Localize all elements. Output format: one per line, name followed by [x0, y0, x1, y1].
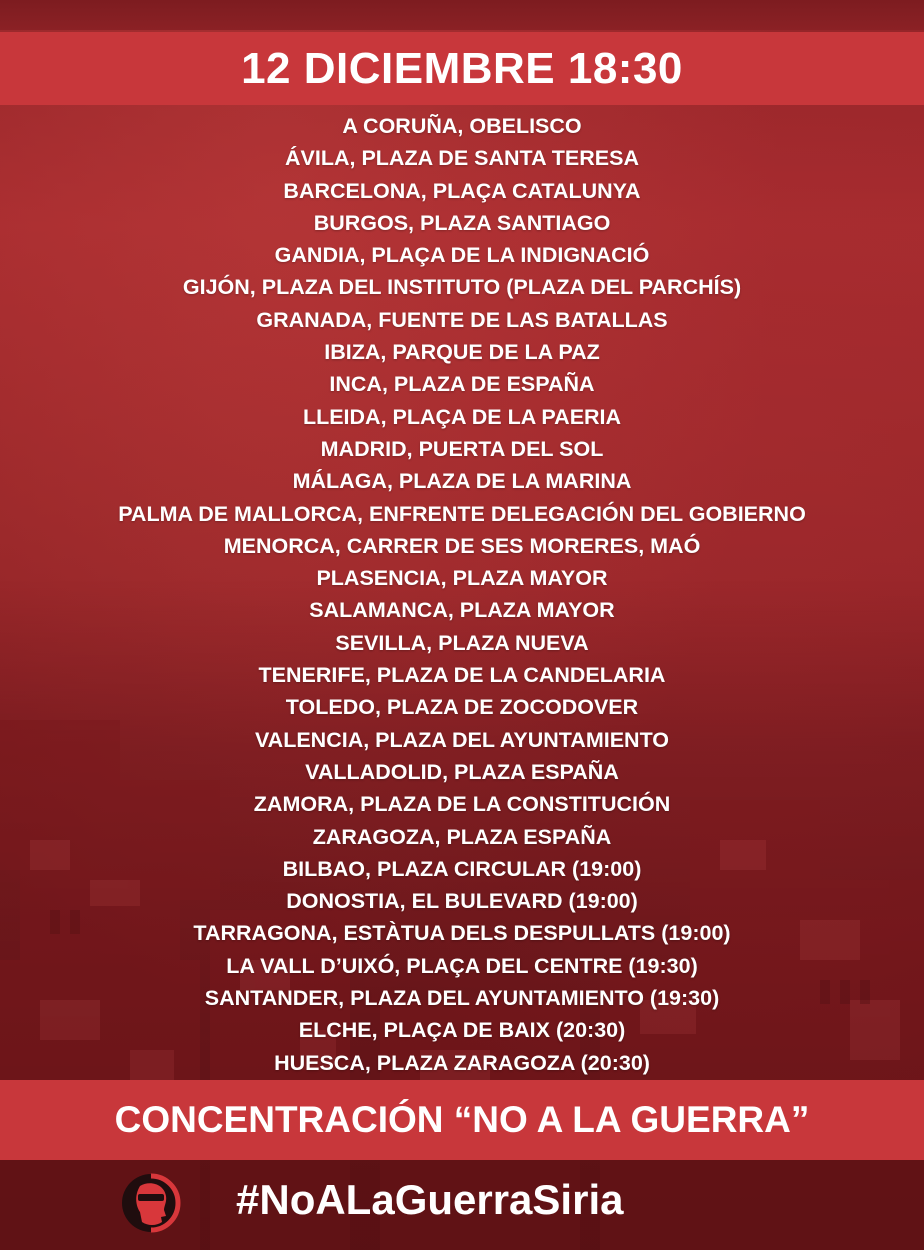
event-date-time: 12 DICIEMBRE 18:30 — [241, 43, 683, 93]
location-item: ZARAGOZA, PLAZA ESPAÑA — [312, 824, 612, 849]
location-item: TOLEDO, PLAZA DE ZOCODOVER — [285, 695, 639, 720]
location-item: ÁVILA, PLAZA DE SANTA TERESA — [285, 146, 639, 171]
location-item: MÁLAGA, PLAZA DE LA MARINA — [292, 469, 632, 494]
location-item: ELCHE, PLAÇA DE BAIX (20:30) — [298, 1018, 626, 1043]
location-item: PLASENCIA, PLAZA MAYOR — [316, 566, 608, 591]
location-item: BURGOS, PLAZA SANTIAGO — [313, 210, 611, 235]
location-item: GANDIA, PLAÇA DE LA INDIGNACIÓ — [274, 243, 650, 268]
location-item: GIJÓN, PLAZA DEL INSTITUTO (PLAZA DEL PARCHÍS) — [182, 275, 742, 300]
location-item: IBIZA, PARQUE DE LA PAZ — [324, 340, 600, 365]
masked-face-icon — [120, 1172, 182, 1234]
location-item: SALAMANCA, PLAZA MAYOR — [309, 598, 615, 623]
title-band — [0, 32, 924, 105]
location-item: LLEIDA, PLAÇA DE LA PAERIA — [302, 404, 622, 429]
location-item: HUESCA, PLAZA ZARAGOZA (20:30) — [274, 1050, 650, 1075]
location-item: PALMA DE MALLORCA, ENFRENTE DELEGACIÓN DEL GOBIERNO — [118, 501, 806, 526]
top-strip — [0, 0, 924, 30]
location-list — [0, 110, 924, 1079]
subtitle-band — [0, 1080, 924, 1160]
event-subtitle: CONCENTRACIÓN “NO A LA GUERRA” — [114, 1099, 810, 1140]
location-item: BARCELONA, PLAÇA CATALUNYA — [283, 178, 641, 203]
location-item: A CORUÑA, OBELISCO — [342, 114, 582, 138]
location-item: TENERIFE, PLAZA DE LA CANDELARIA — [258, 663, 666, 688]
location-item: LA VALL D’UIXÓ, PLAÇA DEL CENTRE (19:30) — [226, 953, 698, 978]
location-item: GRANADA, FUENTE DE LAS BATALLAS — [256, 307, 668, 332]
location-item: TARRAGONA, ESTÀTUA DELS DESPULLATS (19:00) — [193, 921, 731, 946]
location-item: INCA, PLAZA DE ESPAÑA — [329, 372, 595, 397]
location-item: SEVILLA, PLAZA NUEVA — [335, 630, 589, 655]
hashtag: #NoALaGuerraSiria — [236, 1176, 624, 1223]
location-item: VALLADOLID, PLAZA ESPAÑA — [305, 759, 619, 784]
location-item: ZAMORA, PLAZA DE LA CONSTITUCIÓN — [253, 792, 671, 817]
location-item: MADRID, PUERTA DEL SOL — [320, 436, 604, 461]
location-item: MENORCA, CARRER DE SES MORERES, MAÓ — [223, 533, 701, 558]
location-item: DONOSTIA, EL BULEVARD (19:00) — [286, 889, 638, 914]
location-item: SANTANDER, PLAZA DEL AYUNTAMIENTO (19:30) — [204, 986, 720, 1011]
location-item: VALENCIA, PLAZA DEL AYUNTAMIENTO — [254, 727, 670, 752]
location-item: BILBAO, PLAZA CIRCULAR (19:00) — [282, 856, 642, 881]
